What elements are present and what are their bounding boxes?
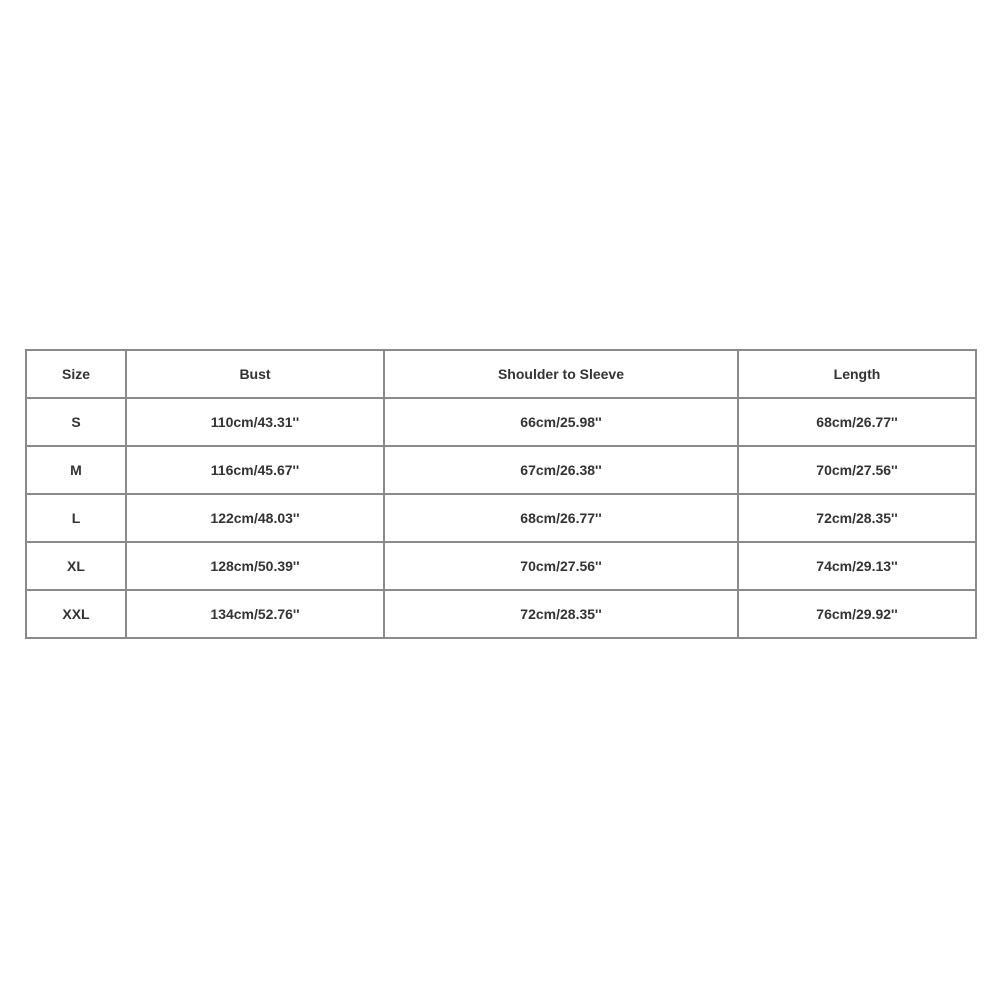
- size-cell: S: [26, 398, 126, 446]
- shoulder-to-sleeve-cell: 66cm/25.98'': [384, 398, 738, 446]
- length-cell: 74cm/29.13'': [738, 542, 976, 590]
- bust-cell: 122cm/48.03'': [126, 494, 384, 542]
- shoulder-to-sleeve-cell: 67cm/26.38'': [384, 446, 738, 494]
- header-shoulder-to-sleeve: Shoulder to Sleeve: [384, 350, 738, 398]
- length-cell: 68cm/26.77'': [738, 398, 976, 446]
- header-size: Size: [26, 350, 126, 398]
- header-row: [26, 350, 976, 398]
- header-length: Length: [738, 350, 976, 398]
- size-cell: M: [26, 446, 126, 494]
- shoulder-to-sleeve-cell: 68cm/26.77'': [384, 494, 738, 542]
- size-cell: XL: [26, 542, 126, 590]
- bust-cell: 128cm/50.39'': [126, 542, 384, 590]
- length-cell: 76cm/29.92'': [738, 590, 976, 638]
- size-cell: XXL: [26, 590, 126, 638]
- length-cell: 72cm/28.35'': [738, 494, 976, 542]
- size-cell: L: [26, 494, 126, 542]
- length-cell: 70cm/27.56'': [738, 446, 976, 494]
- bust-cell: 110cm/43.31'': [126, 398, 384, 446]
- table-row: [26, 590, 976, 638]
- table-row: [26, 446, 976, 494]
- header-bust: Bust: [126, 350, 384, 398]
- bust-cell: 134cm/52.76'': [126, 590, 384, 638]
- table-row: [26, 542, 976, 590]
- table-row: [26, 398, 976, 446]
- shoulder-to-sleeve-cell: 72cm/28.35'': [384, 590, 738, 638]
- shoulder-to-sleeve-cell: 70cm/27.56'': [384, 542, 738, 590]
- table-row: [26, 494, 976, 542]
- bust-cell: 116cm/45.67'': [126, 446, 384, 494]
- size-chart-table: [25, 349, 977, 639]
